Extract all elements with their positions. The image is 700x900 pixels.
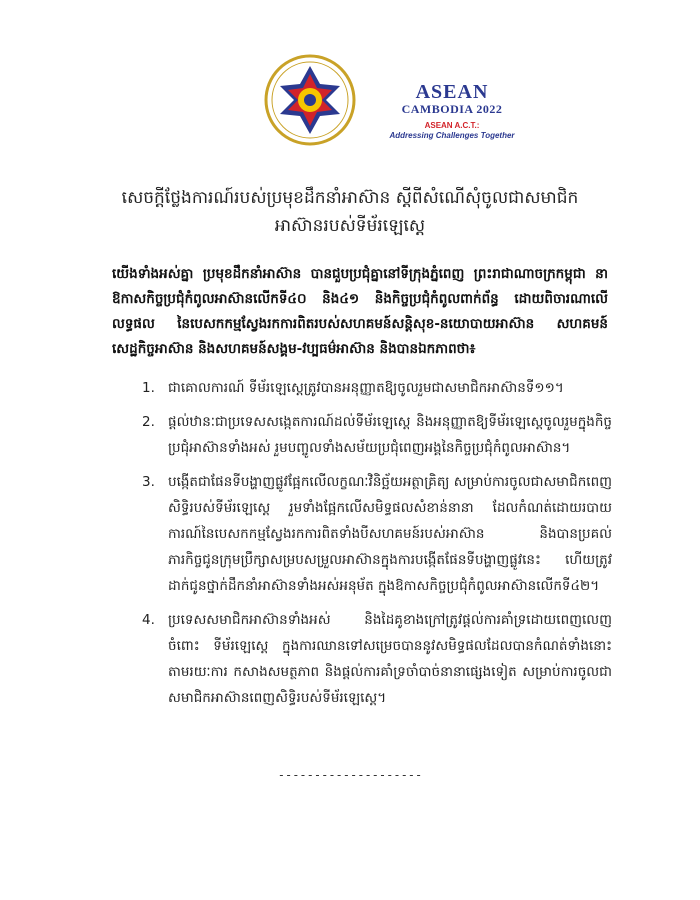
brand-text [372, 82, 532, 141]
brand-subtitle: CAMBODIA 2022 [401, 102, 503, 116]
end-separator: -------------------- [277, 768, 423, 782]
brand-act-label: ASEAN A.C.T.: [424, 121, 480, 130]
brand-name: ASEAN [415, 81, 489, 103]
list-item [142, 409, 612, 461]
brand-tagline: Addressing Challenges Together [389, 131, 515, 140]
list-item-text: ប្រទេសសមាជិកអាស៊ានទាំងអស់ និងដៃគូខាងក្រៅត្រូវផ្តល់ការគាំទ្រដោយពេញលេញចំពោះ ទីម័រឡេស្តេ ក្នុងការឈានទៅសម្រេចបាននូវសមិទ្ធផលដែលបានកំណត់ទាំងនោះ តាមរយៈការ កសាងសមត្ថភាព និងផ្តល់ការគាំទ្រចាំបាច់នានាផ្សេងទៀត សម្រាប់ការចូលជាសមាជិកអាស៊ានពេញសិទ្ធិរបស់ទីម័រឡេស្តេ។ [168, 612, 612, 706]
title-line-2: អាស៊ានរបស់ទីម័រឡេស្តេ [274, 216, 426, 236]
list-item [142, 469, 612, 599]
list-item-text: បង្កើតជាផែនទីបង្ហាញផ្លូវផ្អែកលើលក្ខណៈវិនិច្ឆ័យអត្ថាគ្រិត្យ សម្រាប់ការចូលជាសមាជិកពេញសិទ្ធិរបស់ទីម័រឡេស្តេ រួមទាំងផ្អែកលើសមិទ្ធផលសំខាន់នានា ដែលកំណត់ដោយរបាយការណ៍នៃបេសកកម្មស្វែងរកការពិតទាំងបីសហគមន៍របស់អាស៊ាន និងបានប្រគល់ភារកិច្ចជូនក្រុមប្រឹក្សាសម្របសម្រួលអាស៊ានក្នុងការបង្កើតផែនទីបង្ហាញផ្លូវនេះ ហើយត្រូវដាក់ជូនថ្នាក់ដឹកនាំអាស៊ានទាំងអស់អនុម័ត ក្នុងឱកាសកិច្ចប្រជុំកំពូលអាស៊ានលើកទី៤២។ [168, 474, 612, 594]
list-item-number: 3. [142, 474, 155, 490]
list-item-text: ជាគោលការណ៍ ទីម័រឡេស្តេត្រូវបានអនុញ្ញាតឱ្យចូលរួមជាសមាជិកអាស៊ានទី១១។ [168, 380, 564, 396]
list-item-number: 2. [142, 414, 155, 430]
title-line-1: សេចក្តីថ្លែងការណ៍របស់ប្រមុខដឹកនាំអាស៊ាន ស្តីពីសំណើសុំចូលជាសមាជិក [121, 188, 579, 208]
asean-cambodia-2022-logo [262, 52, 522, 148]
statement-title [120, 184, 580, 240]
list-item [142, 607, 612, 711]
asean-emblem-icon [262, 52, 358, 148]
list-item [142, 375, 612, 401]
list-item-number: 1. [142, 380, 155, 396]
list-item-number: 4. [142, 612, 155, 628]
numbered-list [142, 375, 612, 719]
intro-paragraph: យើងទាំងអស់គ្នា ប្រមុខដឹកនាំអាស៊ាន បានជួបប្រជុំគ្នានៅទីក្រុងភ្នំពេញ ព្រះរាជាណាចក្រកម្ពុជា នាឱកាសកិច្ចប្រជុំកំពូលអាស៊ានលើកទី៤០ និង៤១ និងកិច្ចប្រជុំកំពូលពាក់ព័ន្ធ ដោយពិចារណាលើលទ្ធផល នៃបេសកកម្មស្វែងរកការពិតរបស់សហគមន៍សន្តិសុខ-នយោបាយអាស៊ាន សហគមន៍សេដ្ឋកិច្ចអាស៊ាន និងសហគមន៍សង្គម-វប្បធម៌អាស៊ាន និងបានឯកភាពថា៖ [112, 266, 608, 357]
list-item-text: ផ្តល់ឋានៈជាប្រទេសសង្កេតការណ៍ដល់ទីម័រឡេស្តេ និងអនុញ្ញាតឱ្យទីម័រឡេស្តេចូលរួមក្នុងកិច្ចប្រជុំអាស៊ានទាំងអស់ រួមបញ្ចូលទាំងសម័យប្រជុំពេញអង្គនៃកិច្ចប្រជុំកំពូលអាស៊ាន។ [168, 414, 612, 456]
